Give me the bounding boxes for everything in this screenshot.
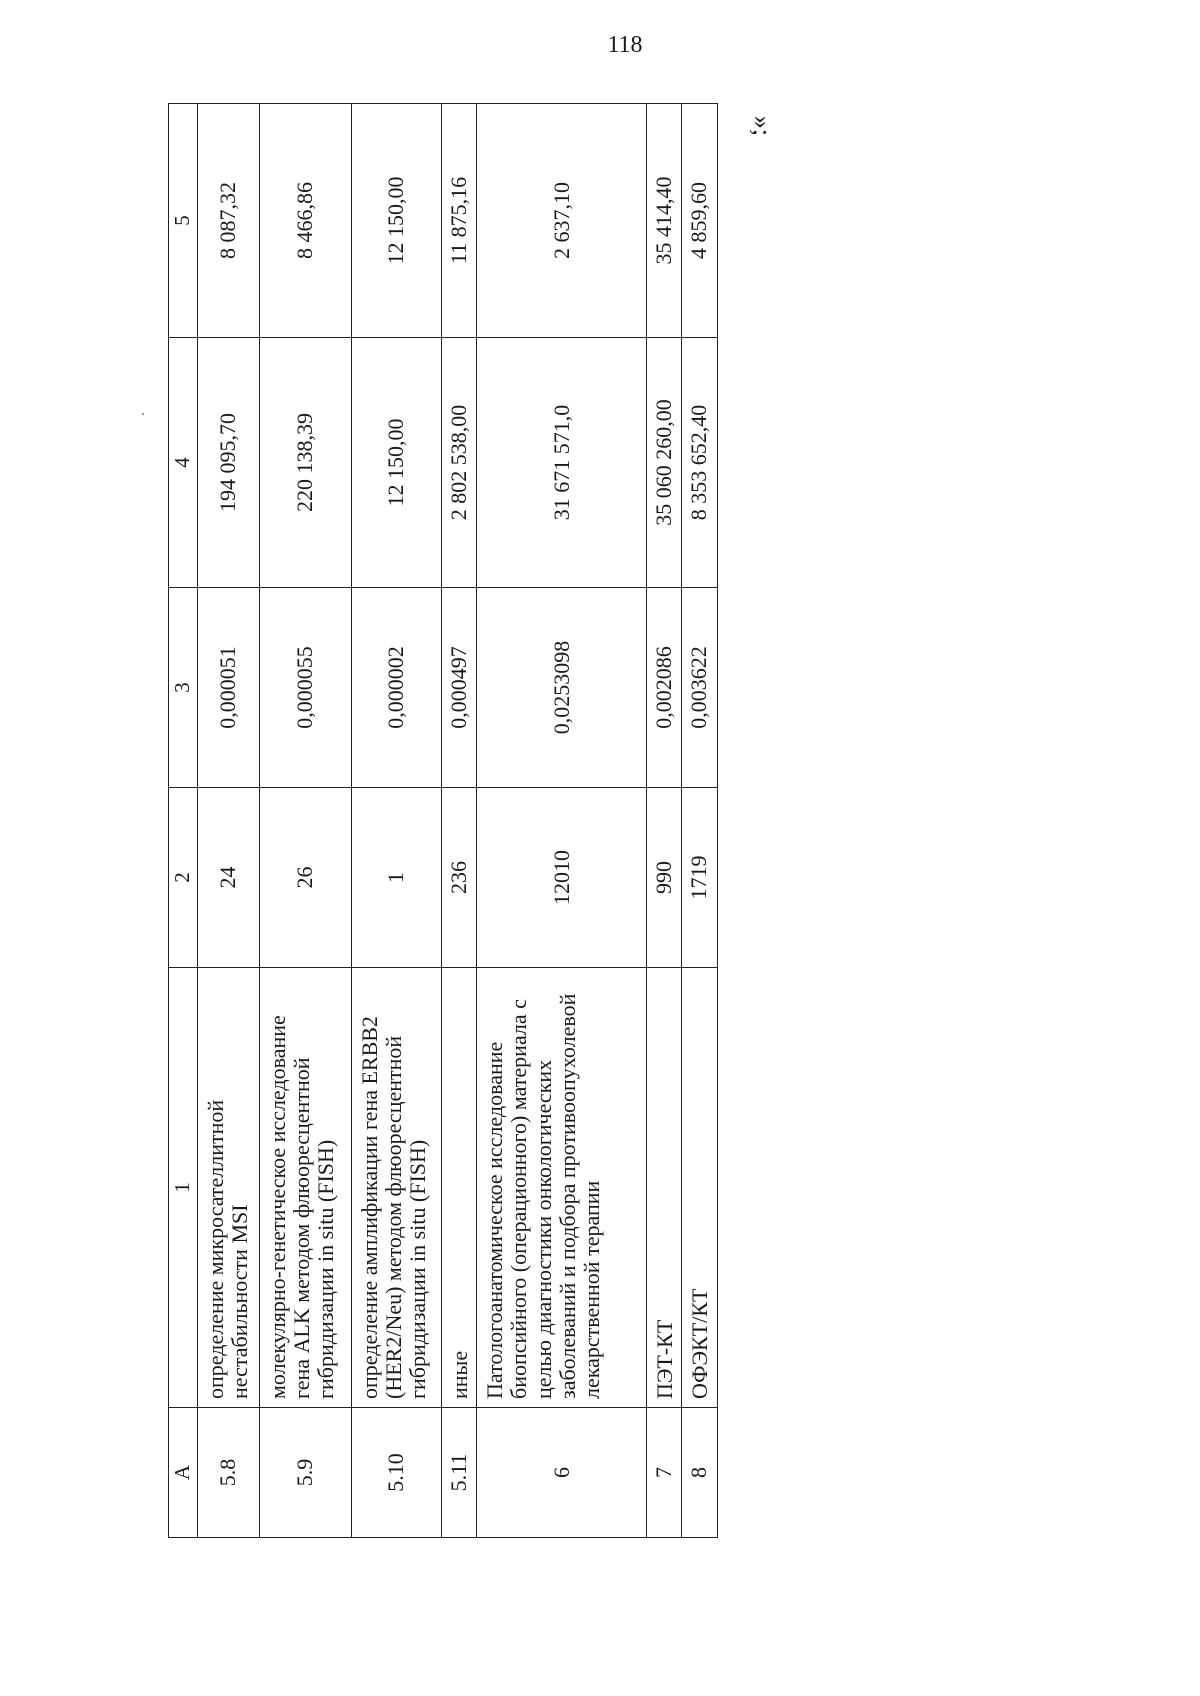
row-col2: 1719 <box>682 788 717 968</box>
header-cell-2: 2 <box>169 788 198 968</box>
row-col3: 0,000051 <box>198 588 260 788</box>
row-code: 5.10 <box>352 1408 442 1538</box>
row-col4: 8 353 652,40 <box>682 338 717 588</box>
row-col3: 0,000002 <box>352 588 442 788</box>
row-col2: 12010 <box>477 788 647 968</box>
table-row <box>260 104 352 1538</box>
row-name: ОФЭКТ/КТ <box>682 968 717 1408</box>
closing-quote-mark: »; <box>748 115 777 137</box>
table-header-row <box>169 104 198 1538</box>
row-name: молекулярно-генетическое исследование гена ALK методом флюоресцентной гибридизации in situ (FISH) <box>260 968 352 1408</box>
table-row <box>352 104 442 1538</box>
row-name: определение микросателлитной нестабильности MSI <box>198 968 260 1408</box>
row-col4: 35 060 260,00 <box>647 338 682 588</box>
row-col5: 12 150,00 <box>352 104 442 338</box>
header-cell-1: 1 <box>169 968 198 1408</box>
header-cell-3: 3 <box>169 588 198 788</box>
row-name: Патологоанатомическое исследование биопсийного (операционного) материала с целью диагностики онкологических заболеваний и подбора противоопухолевой лекарственной терапии <box>477 968 647 1408</box>
header-cell-5: 5 <box>169 104 198 338</box>
header-cell-4: 4 <box>169 338 198 588</box>
tariff-table <box>168 103 718 1538</box>
row-col5: 2 637,10 <box>477 104 647 338</box>
row-col3: 0,0253098 <box>477 588 647 788</box>
scan-speck <box>142 413 144 415</box>
row-code: 5.11 <box>442 1408 477 1538</box>
row-col5: 8 466,86 <box>260 104 352 338</box>
row-col5: 8 087,32 <box>198 104 260 338</box>
table-row <box>477 104 647 1538</box>
row-col2: 990 <box>647 788 682 968</box>
row-code: 5.8 <box>198 1408 260 1538</box>
row-col2: 24 <box>198 788 260 968</box>
row-col3: 0,000055 <box>260 588 352 788</box>
row-col3: 0,002086 <box>647 588 682 788</box>
page-number: 118 <box>607 32 643 58</box>
row-code: 5.9 <box>260 1408 352 1538</box>
row-col5: 11 875,16 <box>442 104 477 338</box>
row-col3: 0,003622 <box>682 588 717 788</box>
row-col5: 35 414,40 <box>647 104 682 338</box>
row-code: 7 <box>647 1408 682 1538</box>
row-col5: 4 859,60 <box>682 104 717 338</box>
row-col2: 236 <box>442 788 477 968</box>
header-cell-a: А <box>169 1408 198 1538</box>
rotated-table-container <box>168 104 716 1538</box>
row-col4: 2 802 538,00 <box>442 338 477 588</box>
row-col3: 0,000497 <box>442 588 477 788</box>
row-col4: 31 671 571,0 <box>477 338 647 588</box>
row-col2: 26 <box>260 788 352 968</box>
table-row <box>442 104 477 1538</box>
table-row <box>647 104 682 1538</box>
row-code: 8 <box>682 1408 717 1538</box>
row-col4: 194 095,70 <box>198 338 260 588</box>
table-row <box>682 104 717 1538</box>
row-col4: 220 138,39 <box>260 338 352 588</box>
row-col2: 1 <box>352 788 442 968</box>
table-row <box>198 104 260 1538</box>
row-col4: 12 150,00 <box>352 338 442 588</box>
row-name: иные <box>442 968 477 1408</box>
row-name: определение амплификации гена ERBB2 (HER2/Neu) методом флюоресцентной гибридизации in situ (FISH) <box>352 968 442 1408</box>
row-code: 6 <box>477 1408 647 1538</box>
row-name: ПЭТ-КТ <box>647 968 682 1408</box>
